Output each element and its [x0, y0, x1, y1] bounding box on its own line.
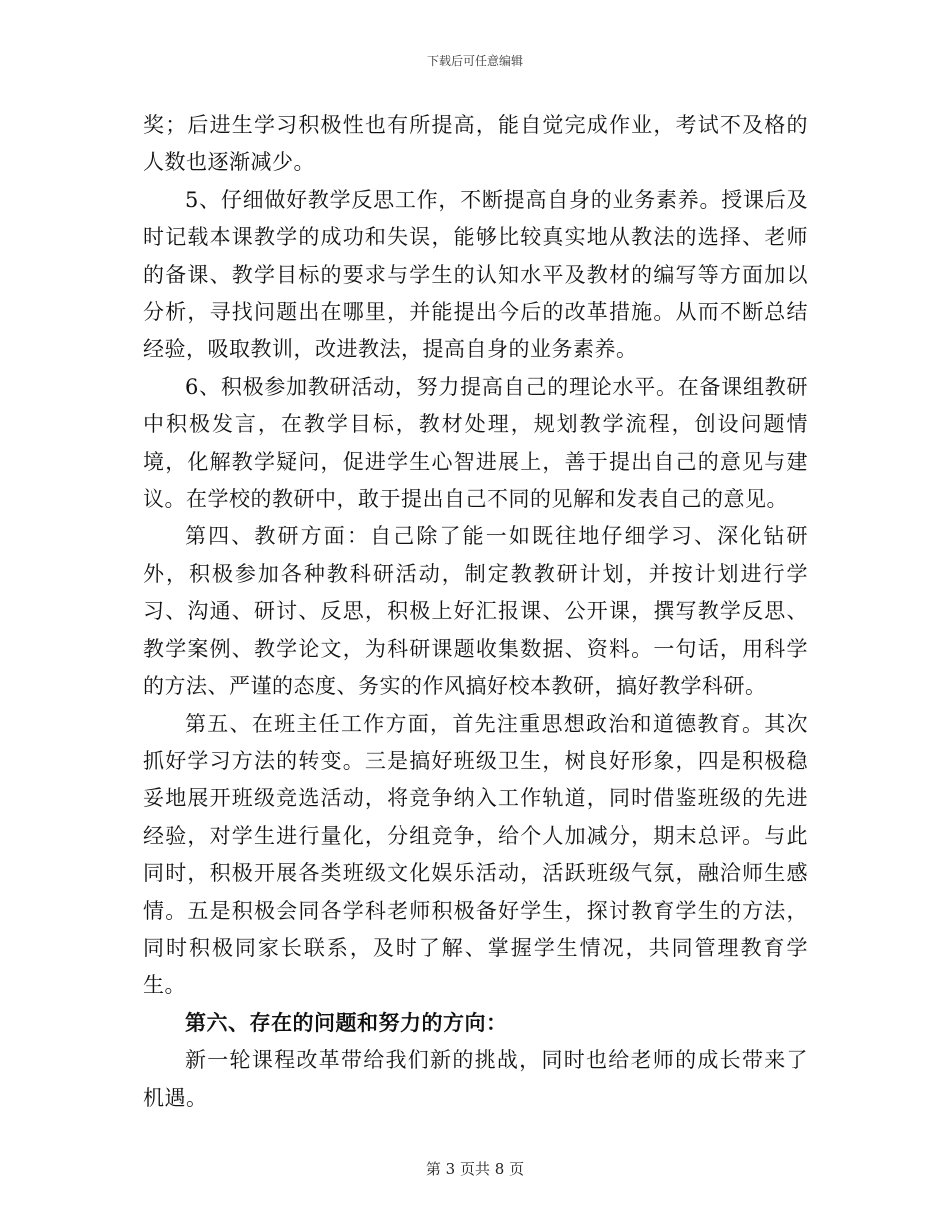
paragraph-teaching-research-activities: 6、积极参加教研活动，努力提高自己的理论水平。在备课组教研中积极发言，在教学目标，教材处理，规划教学流程，创设问题情境，化解教学疑问，促进学生心智进展上，善于提出自己的意见与建议。在学校的教研中，敢于提出自己不同的见解和发表自己的意见。: [143, 374, 808, 512]
paragraph-reflection: 5、仔细做好教学反思工作，不断提高自身的业务素养。授课后及时记载本课教学的成功和失误，能够比较真实地从教法的选择、老师的备课、教学目标的要求与学生的认知水平及教材的编写等方面加以分析，寻找问题出在哪里，并能提出今后的改革措施。从而不断总结经验，吸取教训，改进教法，提高自身的业务素养。: [143, 187, 808, 362]
paragraph-section-six: 新一轮课程改革带给我们新的挑战，同时也给老师的成长带来了机遇。: [143, 1048, 808, 1110]
paragraph-section-four: 第四、教研方面：自己除了能一如既往地仔细学习、深化钻研外，积极参加各种教科研活动，制定教教研计划，并按计划进行学习、沟通、研讨、反思，积极上好汇报课、公开课，撰写教学反思、教学案例、教学论文，为科研课题收集数据、资料。一句话，用科学的方法、严谨的态度、务实的作风搞好校本教研，搞好教学科研。: [143, 524, 808, 699]
section-six-heading: 第六、存在的问题和努力的方向：: [185, 1010, 508, 1035]
page-number-footer: 第 3 页共 8 页: [425, 1160, 525, 1178]
document-body: [143, 107, 808, 1117]
paragraph-section-five: 第五、在班主任工作方面，首先注重思想政治和道德教育。其次抓好学习方法的转变。三是搞好班级卫生，树良好形象，四是积极稳妥地展开班级竞选活动，将竞争纳入工作轨道，同时借鉴班级的先进经验，对学生进行量化，分组竞争，给个人加减分，期末总评。与此同时，积极开展各类班级文化娱乐活动，活跃班级气氛，融洽师生感情。五是积极会同各学科老师积极备好学生，探讨教育学生的方法，同时积极同家长联系，及时了解、掌握学生情况，共同管理教育学生。: [143, 711, 808, 998]
page-header: 下载后可任意编辑: [426, 54, 523, 68]
paragraph-continuation: 奖；后进生学习积极性也有所提高，能自觉完成作业，考试不及格的人数也逐渐减少。: [143, 113, 808, 175]
